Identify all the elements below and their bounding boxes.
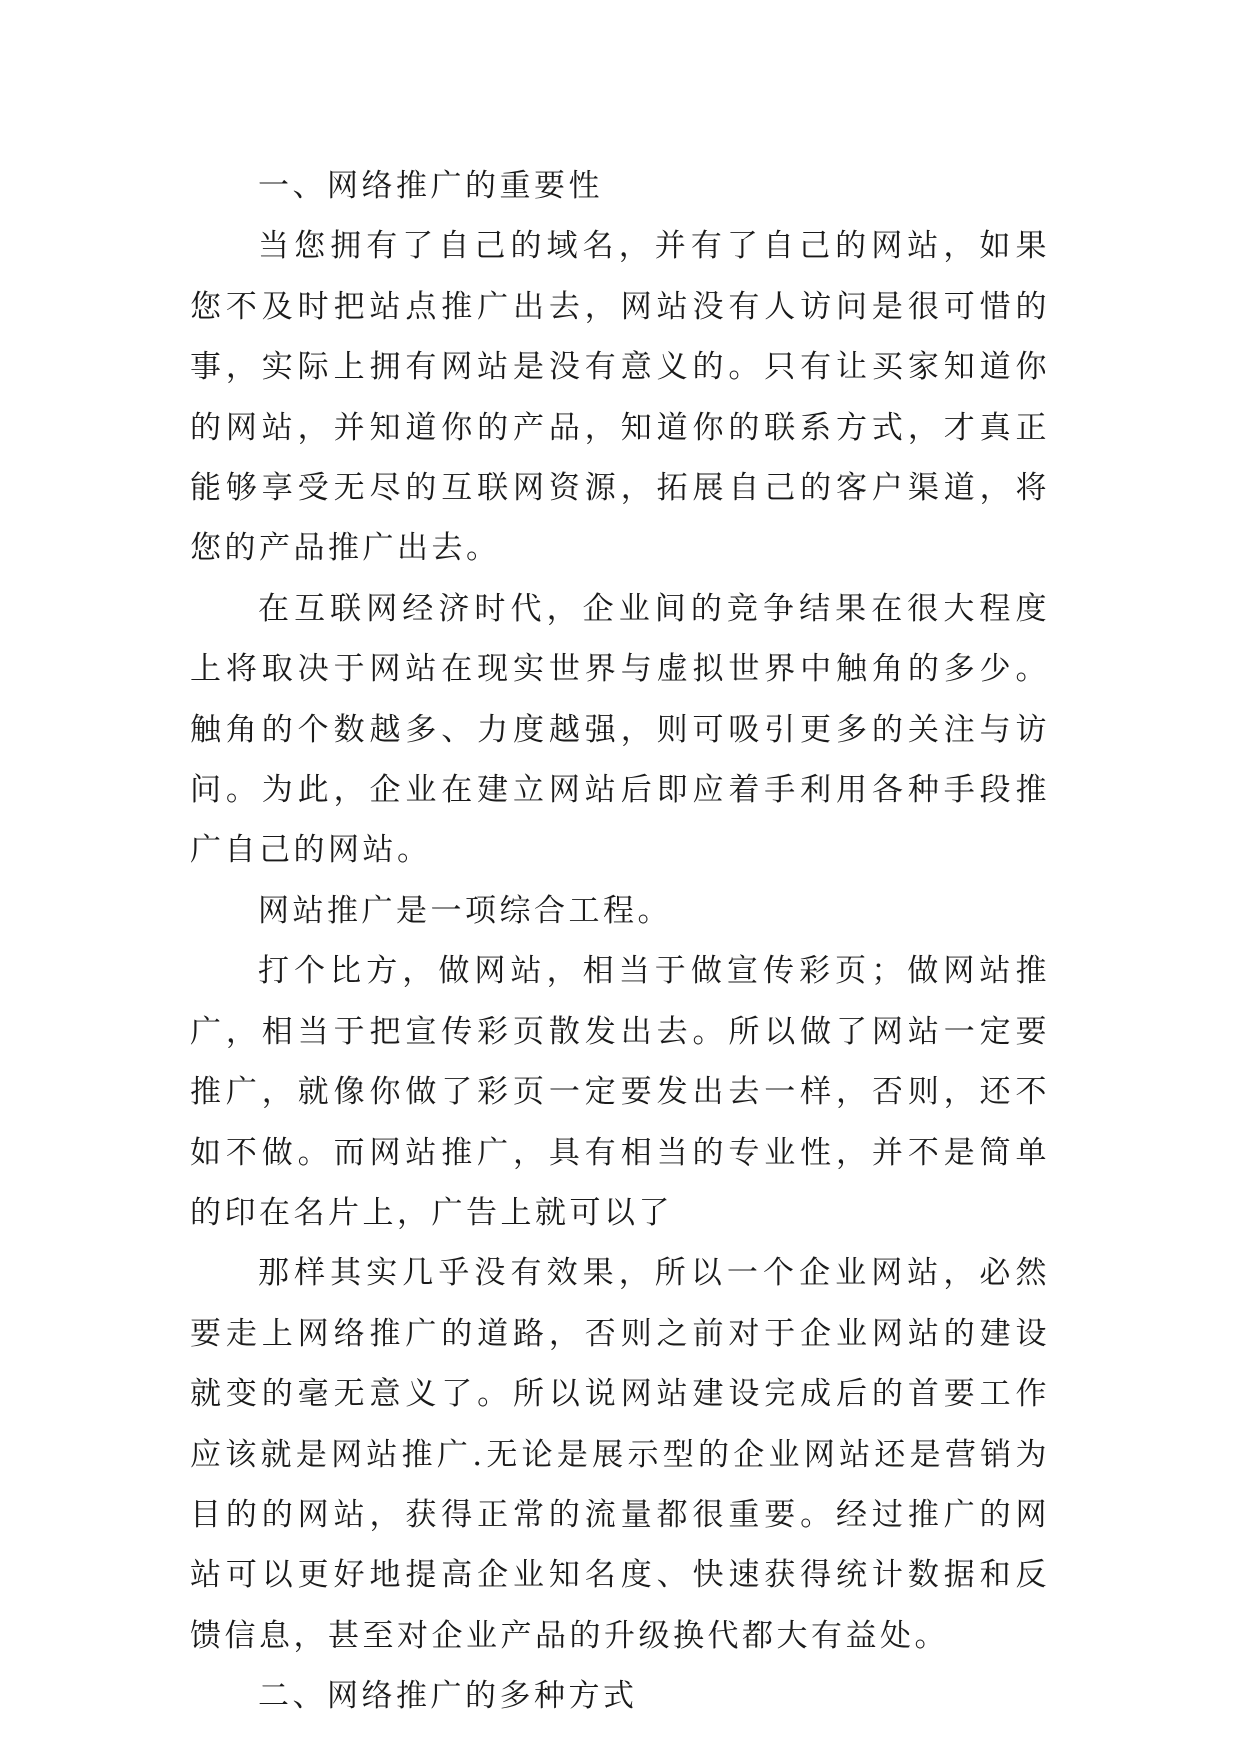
- section-heading-1: 一、网络推广的重要性: [258, 168, 603, 204]
- paragraph-3: 网站推广是一项综合工程。: [258, 892, 672, 929]
- paragraph-4: 打个比方，做网站，相当于做宣传彩页；做网站推广，相当于把宣传彩页散发出去。所以做了网站一定要推广，就像你做了彩页一定要发出去一样，否则，还不如不做。而网站推广，具有相当的专业性，并不是简单的印在名片上，广告上就可以了: [190, 953, 1050, 1231]
- section-heading-2: 二、网络推广的多种方式: [258, 1678, 638, 1715]
- paragraph-1: 当您拥有了自己的域名，并有了自己的网站，如果您不及时把站点推广出去，网站没有人访问是很可惜的事，实际上拥有网站是没有意义的。只有让买家知道你的网站，并知道你的产品，知道你的联系方式，才真正能够享受无尽的互联网资源，拓展自己的客户渠道，将您的产品推广出去。: [190, 228, 1050, 567]
- paragraph-2: 在互联网经济时代，企业间的竞争结果在很大程度上将取决于网站在现实世界与虚拟世界中触角的多少。触角的个数越多、力度越强，则可吸引更多的关注与访问。为此，企业在建立网站后即应着手利用各种手段推广自己的网站。: [190, 590, 1050, 869]
- paragraph-5: 那样其实几乎没有效果，所以一个企业网站，必然要走上网络推广的道路，否则之前对于企业网站的建设就变的毫无意义了。所以说网站建设完成后的首要工作应该就是网站推广.无论是展示型的企业网站还是营销为目的的网站，获得正常的流量都很重要。经过推广的网站可以更好地提高企业知名度、快速获得统计数据和反馈信息，甚至对企业产品的升级换代都大有益处。: [190, 1255, 1050, 1654]
- document-body: [190, 156, 1050, 1727]
